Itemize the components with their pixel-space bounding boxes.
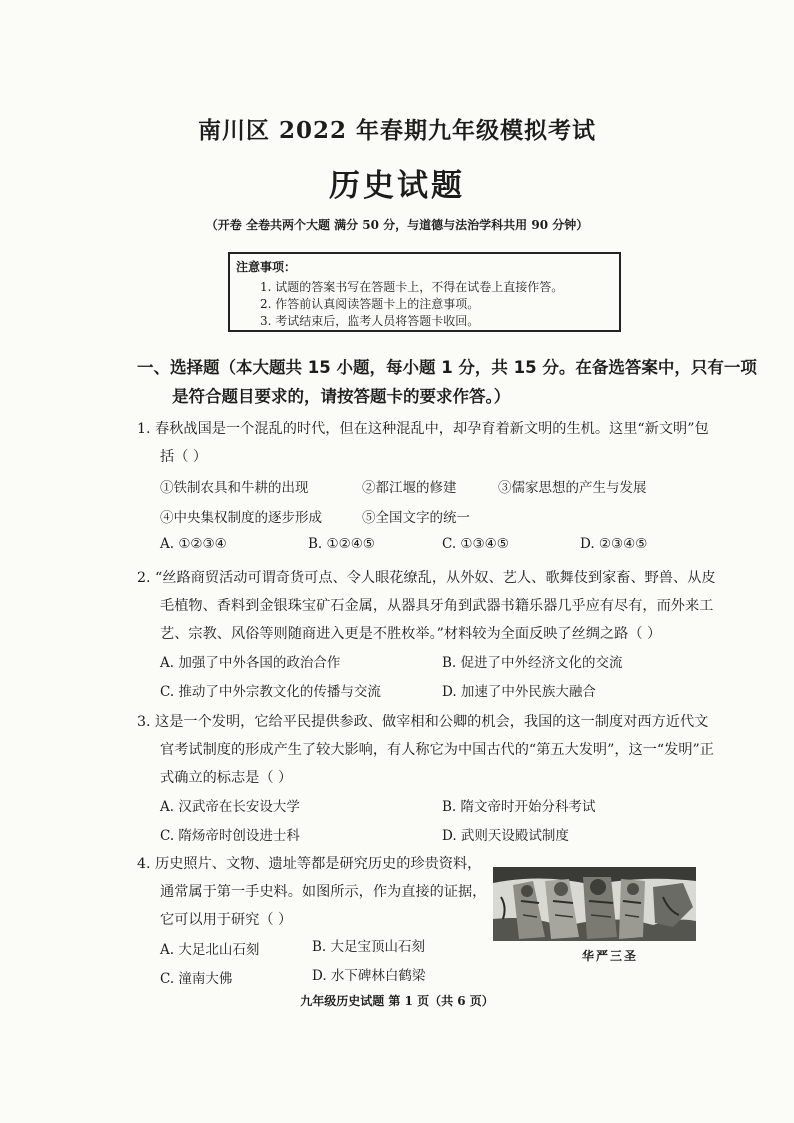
q4-option-c: C. 潼南大佛 [160,971,233,987]
q4-stem-cont: 它可以用于研究（ ） [160,912,293,928]
section-heading-cont: 是符合题目要求的，请按答题卡的要求作答。） [172,387,511,406]
q2-option-c: C. 推动了中外宗教文化的传播与交流 [160,684,381,700]
q4-stem-cont: 通常属于第一手史料。如图所示，作为直接的证据， [160,884,487,900]
q4-stem: 4. 历史照片、文物、遗址等都是研究历史的珍贵资料， [137,856,482,872]
q2-option-a: A. 加强了中外各国的政治合作 [160,655,341,671]
subject-title: 历史试题 [329,168,465,204]
q1-option-d: D. ②③④⑤ [580,536,648,552]
notice-item: 3. 考试结束后，监考人员将答题卡收回。 [260,314,480,328]
q1-item: ①铁制农具和牛耕的出现 [160,480,309,496]
q2-stem: 2. “丝路商贸活动可谓奇货可点、令人眼花缭乱，从外奴、艺人、歌舞伎到家畜、野兽、从皮 [137,570,716,586]
q3-option-b: B. 隋文帝时开始分科考试 [442,799,596,815]
page-footer: 九年级历史试题 第 1 页（共 6 页） [300,994,494,1008]
q1-option-c: C. ①③④⑤ [442,536,509,552]
q1-item: ⑤全国文字的统一 [362,510,470,526]
q1-item: ④中央集权制度的逐步形成 [160,510,322,526]
q3-option-c: C. 隋炀帝时创设进士科 [160,828,300,844]
notice-box [228,252,621,332]
q3-stem-cont: 官考试制度的形成产生了较大影响，有人称它为中国古代的“第五大发明”，这一“发明”正 [160,742,714,758]
stone-carving-photo [493,867,696,941]
q2-stem-cont: 毛植物、香料到金银珠宝矿石金属，从器具牙角到武器书籍乐器几乎应有尽有，而外来工 [160,598,714,614]
section-heading: 一、选择题（本大题共 15 小题，每小题 1 分，共 15 分。在备选答案中，只有一项 [137,358,757,377]
q3-option-a: A. 汉武帝在长安设大学 [160,799,300,815]
notice-title: 注意事项： [236,260,297,274]
q1-stem: 1. 春秋战国是一个混乱的时代，但在这种混乱中，却孕育着新文明的生机。这里“新文明”包 [137,421,709,437]
photo-caption: 华严三圣 [582,949,639,963]
q3-stem-cont: 式确立的标志是（ ） [160,770,293,786]
q1-item: ③儒家思想的产生与发展 [498,480,647,496]
q3-stem: 3. 这是一个发明，它给平民提供参政、做宰相和公卿的机会，我国的这一制度对西方近代文 [137,714,709,730]
q1-option-b: B. ①②④⑤ [308,536,375,552]
notice-item: 2. 作答前认真阅读答题卡上的注意事项。 [260,297,480,311]
notice-item: 1. 试题的答案书写在答题卡上，不得在试卷上直接作答。 [260,280,564,294]
q4-option-b: B. 大足宝顶山石刻 [312,939,426,955]
q2-option-b: B. 促进了中外经济文化的交流 [442,655,623,671]
exam-meta: （开卷 全卷共两个大题 满分 50 分，与道德与法治学科共用 90 分钟） [205,218,589,232]
q4-option-d: D. 水下碑林白鹤梁 [312,968,426,984]
q4-option-a: A. 大足北山石刻 [160,942,260,958]
q1-stem-cont: 括（ ） [160,449,208,465]
q1-item: ②都江堰的修建 [362,480,457,496]
q2-option-d: D. 加速了中外民族大融合 [442,684,596,700]
exam-title: 南川区 2022 年春期九年级模拟考试 [197,117,597,144]
q2-stem-cont: 艺、宗教、风俗等则随商进入更是不胜枚举。”材料较为全面反映了丝绸之路（ ） [160,626,662,642]
q3-option-d: D. 武则天设殿试制度 [442,828,569,844]
q1-option-a: A. ①②③④ [160,536,227,552]
